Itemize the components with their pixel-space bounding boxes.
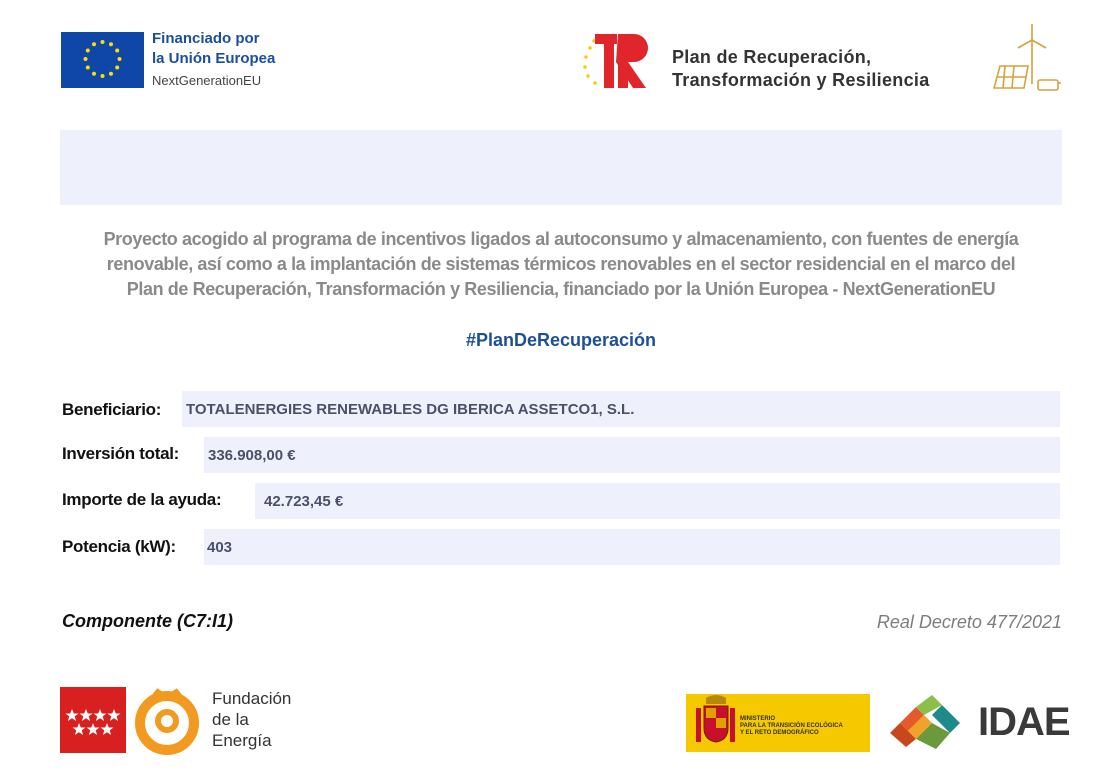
project-description <box>60 227 1062 302</box>
beneficiario-field <box>182 391 1060 427</box>
ministerio-line: MINISTERIO <box>740 716 776 722</box>
potencia-label: Potencia (kW): <box>62 537 176 556</box>
description-line: Proyecto acogido al programa de incentivos ligados al autoconsumo y almacenamiento, con fuentes de energía <box>103 229 1019 249</box>
beneficiario-label: Beneficiario: <box>62 400 162 419</box>
solar-wind-icon <box>990 22 1064 96</box>
ministerio-line: Y EL RETO DEMOGRÁFICO <box>740 730 819 736</box>
potencia-value: 403 <box>207 539 233 556</box>
idae-logo-icon <box>886 693 970 753</box>
fundacion-text <box>212 688 291 751</box>
potencia-field <box>204 529 1060 565</box>
idae-wordmark: IDAE <box>978 700 1070 744</box>
beneficiario-value: TOTALENERGIES RENEWABLES DG IBERICA ASSETCO1, S.L. <box>186 401 635 418</box>
real-decreto-label: Real Decreto 477/2021 <box>876 612 1062 632</box>
eu-flag-icon <box>61 32 144 88</box>
blank-banner <box>60 130 1062 205</box>
fundacion-line: Energía <box>212 731 272 750</box>
fundacion-logo-icon <box>133 685 201 755</box>
inversion-label: Inversión total: <box>62 444 180 463</box>
description-line: renovable, así como a la implantación de sistemas térmicos renovables en el sector residencial en el marco del <box>106 254 1016 274</box>
madrid-flag-icon <box>60 687 126 753</box>
eu-funding-line1: Financiado por <box>152 30 260 47</box>
fundacion-line: Fundación <box>212 689 292 708</box>
inversion-field <box>204 437 1060 473</box>
fundacion-line: de la <box>212 710 249 729</box>
eu-funding-line3: NextGenerationEU <box>152 73 262 88</box>
hashtag: #PlanDeRecuperación <box>465 330 657 350</box>
prtr-title-line1: Plan de Recuperación, <box>672 47 872 67</box>
ministerio-text <box>740 716 843 737</box>
prtr-logo-icon <box>580 30 654 92</box>
importe-field <box>255 483 1060 519</box>
componente-label: Componente (C7:I1) <box>62 611 233 631</box>
description-line: Plan de Recuperación, Transformación y Resiliencia, financiado por la Unión Europea - NextGenerationEU <box>126 279 996 299</box>
prtr-title-line2: Transformación y Resiliencia <box>672 70 930 90</box>
importe-value: 42.723,45 € <box>264 493 344 510</box>
eu-funding-line2: la Unión Europea <box>152 50 276 67</box>
inversion-value: 336.908,00 € <box>208 447 296 464</box>
spain-coat-of-arms-icon <box>692 694 742 752</box>
importe-label: Importe de la ayuda: <box>62 490 222 509</box>
ministerio-line: PARA LA TRANSICIÓN ECOLÓGICA <box>740 723 843 729</box>
